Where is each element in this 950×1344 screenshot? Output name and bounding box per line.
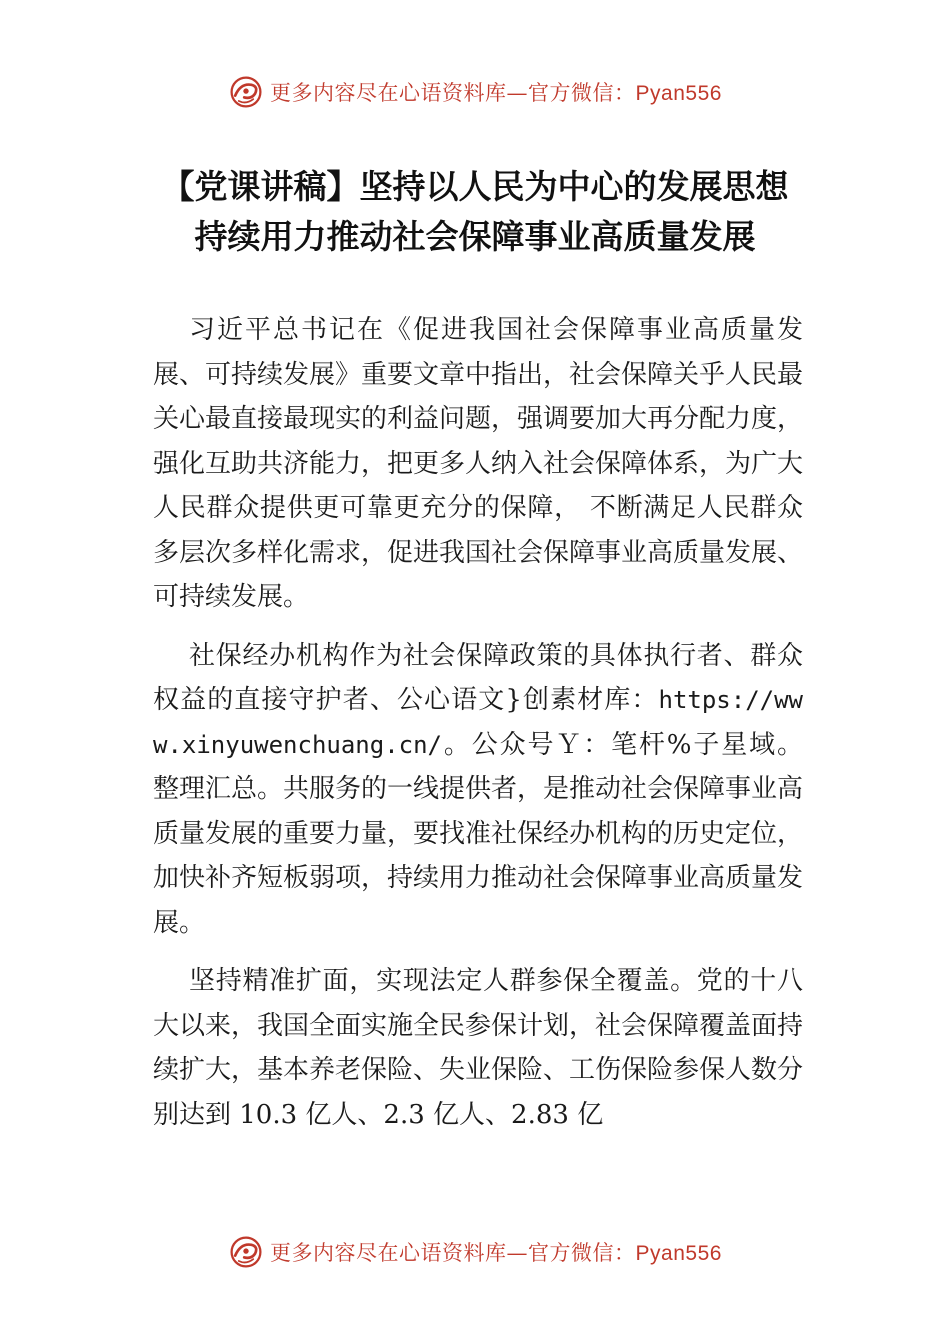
paragraph-2-url: https://www.xinyuwenchuang.cn/ [153,686,803,759]
swirl-logo-icon [228,74,264,110]
paragraph-2 [153,634,803,946]
banner-text [270,77,722,107]
banner-main-text: 更多内容尽在心语资料库 [270,1241,507,1265]
paragraph-1: 习近平总书记在《促进我国社会保障事业高质量发展、可持续发展》重要文章中指出，社会保障关乎人民最关心最直接最现实的利益问题，强调要加大再分配力度，强化互助共济能力，把更多人纳入社会保障体系，为广大人民群众提供更可靠更充分的保障， 不断满足人民群众多层次多样化需求，促进我国社会保障事业高质量发展、可持续发展。 [153,315,804,612]
paragraph-2-text-a: 社保经办机构作为社会保障政策的具体执行者、群众权益的直接守护者、公心语文}创素材库： [153,640,803,715]
banner-separator-text: —官方微信： [506,1241,636,1265]
header-banner [0,70,950,114]
swirl-logo-icon [228,1234,264,1270]
banner-separator-text: —官方微信： [506,81,636,105]
banner-wechat-id: Pyan556 [635,1242,722,1265]
banner-wechat-id: Pyan556 [635,82,722,105]
document-body [153,308,803,1151]
paragraph-3: 坚持精准扩面，实现法定人群参保全覆盖。党的十八大以来，我国全面实施全民参保计划，社会保障覆盖面持续扩大，基本养老保险、失业保险、工伤保险参保人数分别达到 10.3 亿人、2.3 亿人、2.83 亿 [153,966,804,1130]
title-line-1: 【党课讲稿】坚持以人民为中心的发展思想 [161,167,789,206]
title-line-2: 持续用力推动社会保障事业高质量发展 [194,217,756,256]
document-title [60,162,890,262]
banner-text [270,1237,722,1267]
footer-banner [0,1230,950,1274]
paragraph-2-text-b: 。公众号Ｙ：笔杆%子星域。整理汇总。共服务的一线提供者，是推动社会保障事业高质量发展的重要力量，要找准社保经办机构的历史定位，加快补齐短板弱项，持续用力推动社会保障事业高质量发展。 [153,729,804,938]
banner-main-text: 更多内容尽在心语资料库 [270,81,507,105]
